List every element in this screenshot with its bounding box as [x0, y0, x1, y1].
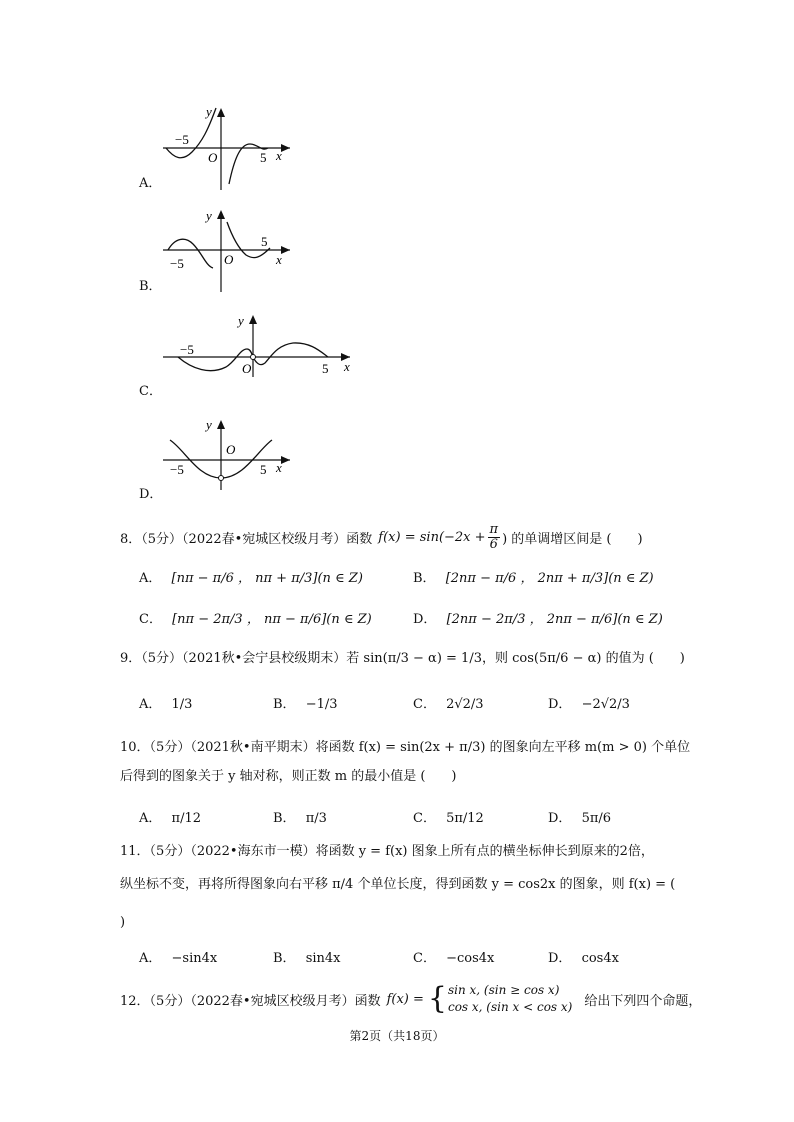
- q8-option-a[interactable]: [139, 567, 363, 586]
- option-label: D．: [413, 612, 437, 627]
- q9-option-a[interactable]: [139, 693, 192, 712]
- option-label: D．: [548, 697, 572, 712]
- question-9-stem: 9．（5分）（2021秋•会宁县校级期末）若 sin(π/3 − α) = 1/3，则 cos(5π/6 − α) 的值为 ( ): [120, 651, 685, 666]
- graph-option-d: [130, 410, 300, 495]
- graph-d-label: D．: [139, 487, 163, 502]
- option-label: B．: [273, 951, 296, 966]
- graph-c-label: C．: [139, 384, 162, 399]
- q8-frac-den: 6: [489, 536, 498, 552]
- x-axis-arrow: [281, 246, 290, 254]
- graph-c-svg: [160, 305, 360, 380]
- q12-stem-b: 给出下列四个命题，: [584, 993, 702, 1009]
- q8-option-d[interactable]: [413, 608, 663, 627]
- q8-stem-a: 8．（5分）（2022春•宛城区校级月考）函数: [120, 531, 373, 547]
- q12-stem-a: 12．（5分）（2022春•宛城区校级月考）函数: [120, 993, 381, 1009]
- neg5-label: −5: [180, 342, 194, 357]
- option-text: 5π/6: [581, 811, 612, 826]
- graph-a-label: A．: [139, 176, 162, 191]
- y-label: y: [238, 313, 244, 328]
- neg5-label: −5: [170, 256, 184, 271]
- option-text: −1/3: [305, 697, 338, 712]
- neg5-label: −5: [175, 132, 189, 147]
- curve-right: [253, 343, 328, 365]
- option-text: 2√2/3: [446, 697, 484, 712]
- origin-point: [251, 355, 256, 360]
- graph-option-c: [160, 305, 360, 380]
- graph-b-label: B．: [139, 279, 162, 294]
- question-11-line1: 11．（5分）（2022•海东市一模）将函数 y = f(x) 图象上所有点的横坐标伸长到原来的2倍，: [120, 844, 654, 859]
- option-text: sin4x: [305, 951, 341, 966]
- q12-case2: cos x, (sin x < cos x): [447, 1000, 573, 1015]
- x-label: x: [276, 460, 282, 475]
- question-10-line2: 后得到的图象关于 y 轴对称，则正数 m 的最小值是 ( ): [120, 769, 457, 784]
- q10-option-a[interactable]: [139, 807, 201, 826]
- q8-option-b[interactable]: [413, 567, 654, 586]
- option-label: A．: [139, 951, 162, 966]
- y-axis-arrow: [249, 315, 257, 324]
- q10-option-b[interactable]: [273, 807, 327, 826]
- question-11-line3: ): [120, 915, 126, 930]
- option-label: A．: [139, 571, 162, 586]
- q8-option-c[interactable]: [139, 608, 372, 627]
- q11-option-a[interactable]: [139, 947, 217, 966]
- option-text: [2nπ − 2π/3 ， 2nπ − π/6](n ∈ Z): [446, 612, 663, 627]
- option-text: −cos4x: [446, 951, 495, 966]
- page-footer: 第2页（共18页）: [349, 1029, 445, 1043]
- pos5-label: 5: [260, 462, 267, 477]
- option-text: 1/3: [171, 697, 193, 712]
- option-text: [2nπ − π/6 ， 2nπ + π/3](n ∈ Z): [445, 571, 654, 586]
- option-label: C．: [413, 697, 436, 712]
- option-text: −2√2/3: [581, 697, 630, 712]
- option-label: C．: [139, 612, 162, 627]
- option-label: B．: [413, 571, 436, 586]
- question-12-stem: [120, 982, 701, 1017]
- q8-stem-b: ) 的单调增区间是 ( ): [502, 531, 643, 547]
- option-label: A．: [139, 697, 162, 712]
- origin-label: O: [208, 150, 218, 165]
- q11-option-d[interactable]: [548, 947, 619, 966]
- origin-label: O: [224, 252, 234, 267]
- x-axis-arrow: [281, 456, 290, 464]
- option-text: cos4x: [581, 951, 619, 966]
- q9-option-c[interactable]: [413, 693, 484, 712]
- option-text: π/12: [171, 811, 201, 826]
- option-text: [nπ − π/6 ， nπ + π/3](n ∈ Z): [171, 571, 363, 586]
- q10-option-c[interactable]: [413, 807, 484, 826]
- q11-option-c[interactable]: [413, 947, 494, 966]
- y-axis-arrow: [217, 108, 225, 117]
- y-label: y: [206, 104, 212, 119]
- q8-frac: [488, 523, 501, 551]
- option-label: C．: [413, 951, 436, 966]
- option-text: 5π/12: [446, 811, 484, 826]
- q12-piecewise: [428, 982, 572, 1017]
- y-axis-arrow: [217, 210, 225, 219]
- q9-option-d[interactable]: [548, 693, 630, 712]
- q8-frac-num: π: [489, 522, 499, 537]
- option-label: A．: [139, 811, 162, 826]
- pos5-label: 5: [322, 361, 329, 376]
- q8-func: f(x) = sin(−2x +: [378, 529, 486, 545]
- option-text: −sin4x: [171, 951, 218, 966]
- neg5-label: −5: [170, 462, 184, 477]
- q12-func: f(x) =: [386, 991, 424, 1007]
- brace-glyph: {: [427, 981, 447, 1017]
- pos5-label: 5: [260, 150, 267, 165]
- option-label: C．: [413, 811, 436, 826]
- option-label: B．: [273, 811, 296, 826]
- x-axis-arrow: [281, 144, 290, 152]
- q12-case1: sin x, (sin ≥ cos x): [447, 983, 560, 997]
- question-10-line1: 10．（5分）（2021秋•南平期末）将函数 f(x) = sin(2x + π/3) 的图象向左平移 m(m > 0) 个单位: [120, 740, 691, 755]
- origin-label: O: [242, 361, 252, 376]
- graph-d-svg: [130, 410, 300, 495]
- y-label: y: [206, 208, 212, 223]
- q10-option-d[interactable]: [548, 807, 611, 826]
- pos5-label: 5: [261, 234, 268, 249]
- y-axis-arrow: [217, 420, 225, 429]
- x-label: x: [276, 148, 282, 163]
- option-label: D．: [548, 811, 572, 826]
- option-label: D．: [548, 951, 572, 966]
- q11-option-b[interactable]: [273, 947, 341, 966]
- q9-option-b[interactable]: [273, 693, 338, 712]
- question-8-stem: [120, 523, 643, 551]
- option-text: [nπ − 2π/3 ， nπ − π/6](n ∈ Z): [172, 612, 372, 627]
- x-label: x: [276, 252, 282, 267]
- option-text: π/3: [305, 811, 327, 826]
- option-label: B．: [273, 697, 296, 712]
- question-11-line2: 纵坐标不变，再将所得图象向右平移 π/4 个单位长度，得到函数 y = cos2x 的图象，则 f(x) = (: [120, 877, 676, 892]
- x-label: x: [344, 359, 350, 374]
- y-label: y: [206, 417, 212, 432]
- min-point: [219, 476, 224, 481]
- origin-label: O: [226, 442, 236, 457]
